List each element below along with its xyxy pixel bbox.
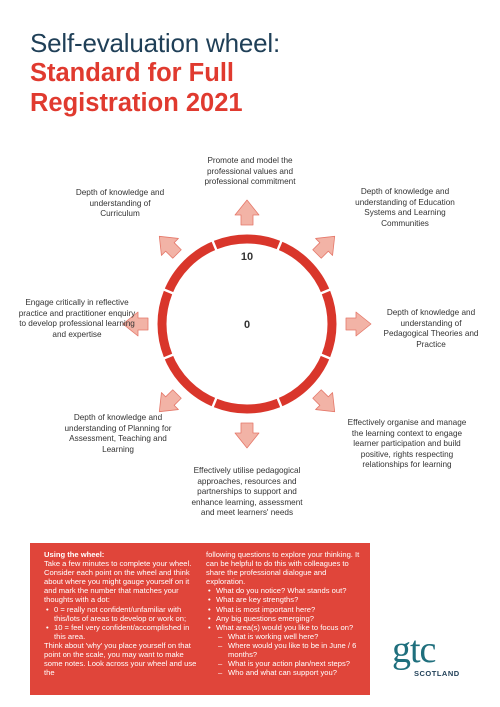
instructions-panel bbox=[30, 543, 370, 695]
gtc-scotland-logo bbox=[392, 631, 482, 683]
wheel-label-reflective-practice: Engage critically in reflective practice and practitioner enquiry to develop professional learning and expertise bbox=[18, 298, 136, 339]
wheel-label-pedagogical-theories: Depth of knowledge and understanding of Pedagogical Theories and Practice bbox=[383, 308, 479, 349]
sub-question-item: – Where would you like to be in June / 6 months? bbox=[206, 641, 366, 659]
wheel-label-pedagogical-approaches: Effectively utilise pedagogical approaches, resources and partnerships to support and enhance learning, assessment and meet learners' needs bbox=[191, 466, 303, 517]
wheel-label-planning-assessment: Depth of knowledge and understanding of Planning for Assessment, Teaching and Learning bbox=[64, 413, 172, 454]
instructions-column-1 bbox=[44, 550, 199, 677]
scale-list bbox=[44, 605, 199, 641]
instructions-heading: Using the wheel: bbox=[44, 550, 105, 559]
question-list bbox=[206, 586, 366, 677]
question-item: • Any big questions emerging? bbox=[206, 614, 366, 623]
instructions-outro: Think about 'why' you place yourself on that point on the scale, you may want to make some notes. Look across your wheel and use the bbox=[44, 640, 197, 678]
logo-wordmark: gtc bbox=[392, 629, 436, 671]
page-title: Self-evaluation wheel: bbox=[30, 28, 280, 58]
question-item: • What area(s) would you like to focus on? bbox=[206, 623, 366, 632]
arrow-up-icon bbox=[235, 200, 259, 225]
sub-question-item: – Who and what can support you? bbox=[206, 668, 366, 677]
wheel-label-education-systems: Depth of knowledge and understanding of Education Systems and Learning Communities bbox=[355, 187, 455, 228]
scale-item: • 10 = feel very confident/accomplished in this area. bbox=[44, 623, 199, 641]
arrow-up-left-icon bbox=[151, 228, 186, 263]
questions-intro: following questions to explore your thinking. It can be helpful to do this with colleagues to share the professional dialogue and exploration. bbox=[206, 550, 360, 587]
sub-question-item: – What is working well here? bbox=[206, 632, 366, 641]
arrow-down-right-icon bbox=[309, 386, 344, 421]
wheel-label-curriculum: Depth of knowledge and understanding of Curriculum bbox=[75, 188, 165, 218]
logo-subtext: SCOTLAND bbox=[414, 669, 460, 678]
wheel-label-professional-values: Promote and model the professional values and professional commitment bbox=[204, 156, 296, 186]
arrow-right-icon bbox=[346, 312, 371, 336]
arrow-down-icon bbox=[235, 423, 259, 448]
question-item: • What do you notice? What stands out? bbox=[206, 586, 366, 595]
instructions-intro: Take a few minutes to complete your wheel. Consider each point on the wheel and think about where you might gauge yourself on it and mark the number that matches your thoughts with a dot: bbox=[44, 559, 192, 605]
instructions-column-2 bbox=[206, 550, 366, 677]
question-item: • What are key strengths? bbox=[206, 595, 366, 604]
wheel-label-learning-context: Effectively organise and manage the learning context to engage learner participation and build positive, rights respecting relationships for learning bbox=[347, 418, 467, 469]
sub-question-item: – What is your action plan/next steps? bbox=[206, 659, 366, 668]
question-item: • What is most important here? bbox=[206, 605, 366, 614]
page-subtitle: Standard for Full Registration 2021 bbox=[30, 59, 243, 117]
scale-item: • 0 = really not confident/unfamiliar with this/lots of areas to develop or work on; bbox=[44, 605, 199, 623]
arrow-up-right-icon bbox=[309, 228, 344, 263]
wheel-outer-value: 10 bbox=[240, 251, 254, 263]
wheel-center-value: 0 bbox=[243, 319, 251, 331]
